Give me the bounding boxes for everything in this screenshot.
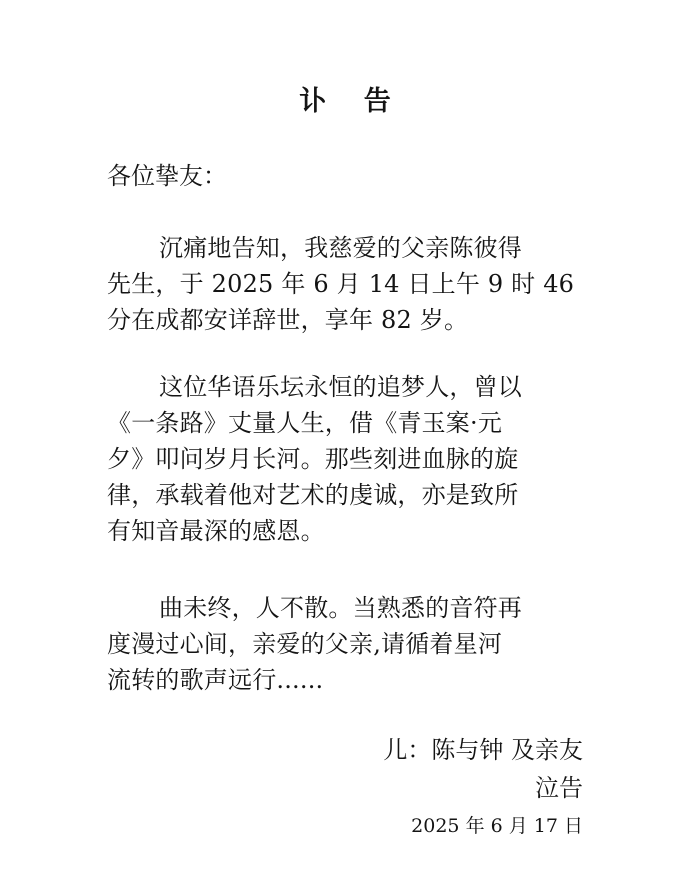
paragraph-line: 先生，于 2025 年 6 月 14 日上午 9 时 46 <box>107 270 575 298</box>
salutation: 各位挚友： <box>107 162 227 190</box>
paragraph-line: 度漫过心间，亲爱的父亲,请循着星河 <box>107 630 503 658</box>
paragraph-line: 沉痛地告知，我慈爱的父亲陈彼得 <box>159 234 522 262</box>
paragraph-line: 曲未终，人不散。当熟悉的音符再 <box>159 594 522 622</box>
signature-family: 儿：陈与钟 及亲友 <box>383 736 583 764</box>
page-title: 讣 告 <box>299 86 405 117</box>
paragraph-line: 流转的歌声远行...... <box>107 666 324 694</box>
signature-closing: 泣告 <box>535 774 583 802</box>
paragraph-line: 律，承载着他对艺术的虔诚，亦是致所 <box>107 481 519 509</box>
paragraph-line: 有知音最深的感恩。 <box>107 517 325 545</box>
paragraph-farewell <box>107 590 587 698</box>
paragraph-line: 这位华语乐坛永恒的追梦人，曾以 <box>159 373 522 401</box>
paragraph-line: 分在成都安详辞世，享年 82 岁。 <box>107 306 469 334</box>
paragraph-line: 《一条路》丈量人生，借《青玉案·元 <box>107 409 503 437</box>
document-date: 2025 年 6 月 17 日 <box>411 815 583 837</box>
paragraph-announcement <box>107 230 587 338</box>
paragraph-tribute <box>107 369 587 549</box>
paragraph-line: 夕》叩问岁月长河。那些刻进血脉的旋 <box>107 445 519 473</box>
